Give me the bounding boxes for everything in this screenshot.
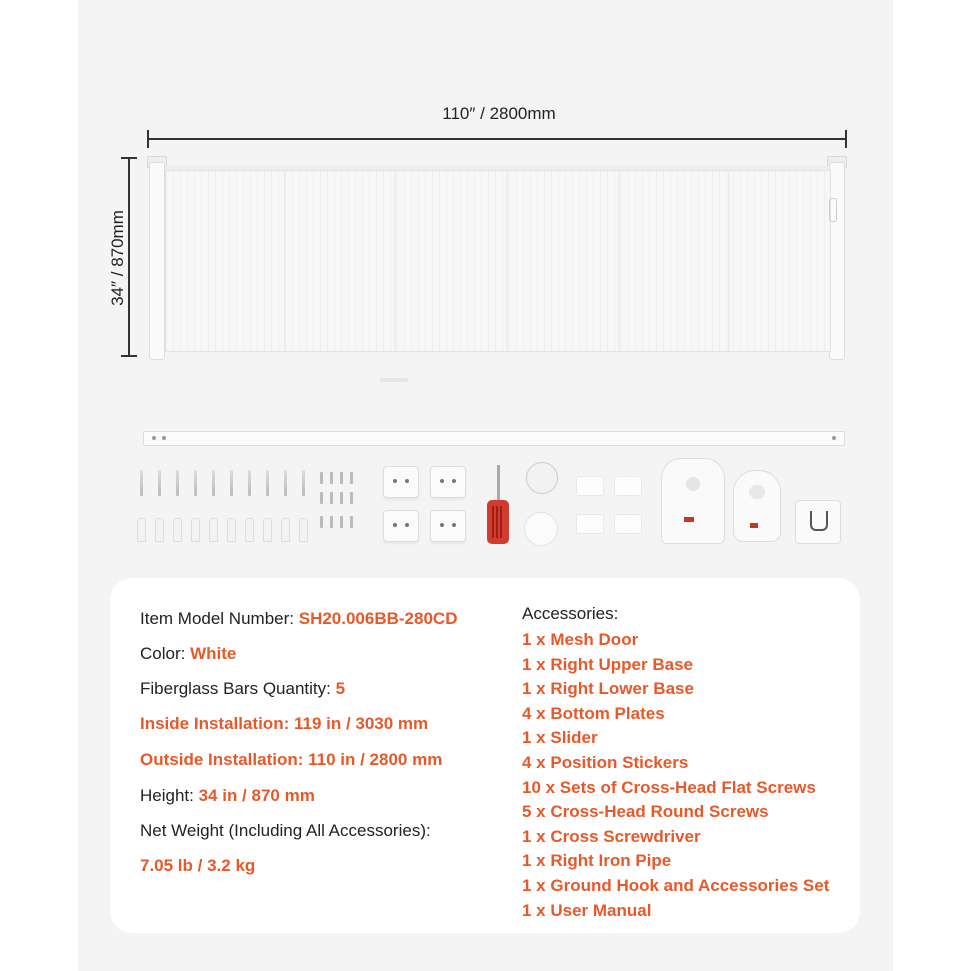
gate-handle-slot (829, 198, 837, 222)
width-dimension-label: 110″ / 2800mm (442, 104, 556, 123)
slider-icon (526, 462, 558, 494)
spec-bars-label: Fiberglass Bars Quantity: (140, 679, 336, 698)
spec-outside-value: 110 in / 2800 mm (308, 750, 443, 769)
accessory-item: 1 x Right Upper Base (522, 654, 693, 674)
position-sticker (614, 476, 642, 496)
pipe-hole (832, 436, 836, 440)
spec-model (140, 609, 457, 629)
fiberglass-bar (618, 171, 620, 351)
position-sticker (614, 514, 642, 534)
pipe-hole (152, 436, 156, 440)
accessory-item: 10 x Sets of Cross-Head Flat Screws (522, 777, 816, 797)
spec-inside (140, 714, 428, 734)
accessory-item: 4 x Bottom Plates (522, 703, 665, 723)
accessories-title: Accessories: (522, 604, 619, 623)
accessory-item: 1 x Right Lower Base (522, 679, 694, 699)
bottom-plate (383, 510, 419, 542)
screwdriver-shaft (497, 465, 500, 505)
spec-color-label: Color: (140, 644, 191, 663)
cross-screwdriver-icon (487, 500, 509, 544)
spec-outside-label: Outside Installation: (140, 750, 309, 769)
height-dimension-line (128, 157, 130, 357)
spec-color-value: White (190, 644, 237, 663)
accessory-item: 1 x Right Iron Pipe (522, 851, 672, 871)
width-dimension-line (147, 138, 847, 140)
ground-hook-icon (795, 500, 841, 544)
fiberglass-bar (394, 171, 396, 351)
accessory-item: 5 x Cross-Head Round Screws (522, 802, 769, 822)
spec-color (140, 644, 236, 664)
left-gate-post (149, 162, 165, 360)
position-sticker (576, 476, 604, 496)
spec-outside (140, 750, 442, 770)
spec-weight-label: Net Weight (Including All Accessories): (140, 821, 431, 840)
accessory-item: 1 x Slider (522, 728, 598, 748)
iron-pipe-image (143, 431, 845, 446)
spec-model-label: Item Model Number: (140, 609, 299, 628)
right-lower-base-icon (733, 470, 781, 542)
spec-height-value: 34 in / 870 mm (198, 786, 315, 805)
spec-height-label: Height: (140, 786, 199, 805)
spec-height (140, 786, 315, 806)
mesh-gate-image (147, 154, 847, 364)
position-sticker (576, 514, 604, 534)
accessory-item: 4 x Position Stickers (522, 752, 689, 772)
gate-mesh (165, 170, 831, 352)
accessory-item: 1 x Ground Hook and Accessories Set (522, 875, 830, 895)
pipe-hole (162, 436, 166, 440)
fiberglass-bar (728, 171, 730, 351)
fiberglass-bar (506, 171, 508, 351)
spec-bars (140, 679, 345, 699)
bottom-plate (430, 510, 466, 542)
right-upper-base-icon (661, 458, 725, 544)
fiberglass-bar (284, 171, 286, 351)
spec-weight-value: 7.05 lb / 3.2 kg (140, 856, 256, 875)
height-dimension-label: 34″ / 870mm (108, 210, 127, 306)
right-gate-post (829, 162, 845, 360)
bottom-plate (383, 466, 419, 498)
accessory-item: 1 x Cross Screwdriver (522, 826, 701, 846)
accessories-list (522, 628, 829, 923)
spec-bars-value: 5 (335, 679, 346, 698)
bottom-plate (430, 466, 466, 498)
spec-inside-value: 119 in / 3030 mm (293, 714, 429, 733)
accessory-item: 1 x Mesh Door (522, 630, 639, 649)
spec-model-value: SH20.006BB-280CD (298, 609, 458, 628)
small-part-mark (380, 378, 408, 382)
accessory-item: 1 x User Manual (522, 900, 652, 920)
spec-inside-label: Inside Installation: (140, 714, 294, 733)
slider-base-icon (524, 512, 558, 546)
